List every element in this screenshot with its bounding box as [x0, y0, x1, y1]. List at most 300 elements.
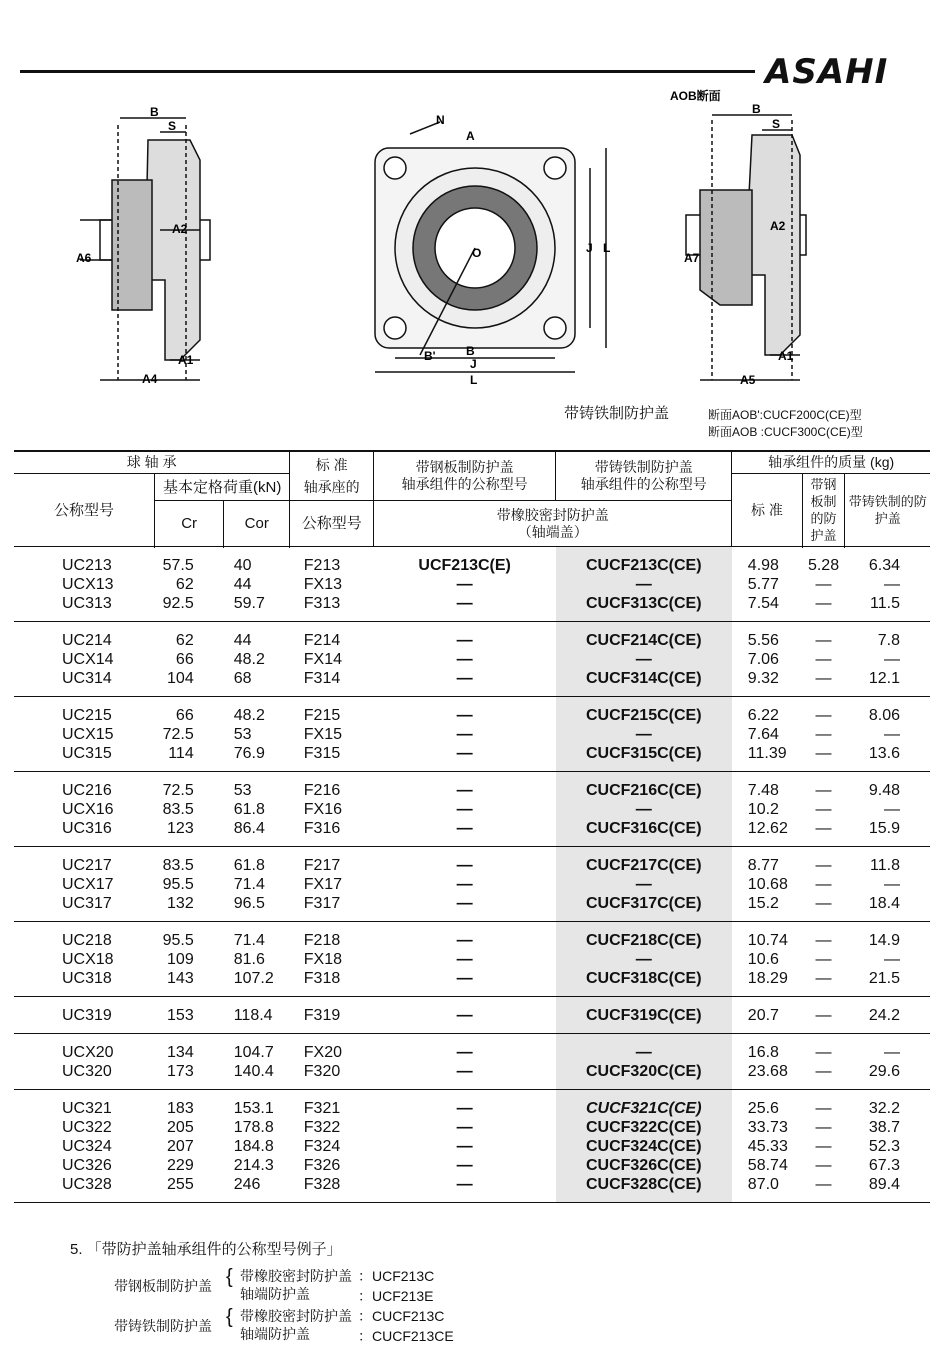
- cell-cor: 96.5: [224, 894, 290, 922]
- cell-cast: 14.9: [868, 932, 900, 949]
- cell-std: 4.98: [747, 557, 779, 574]
- cell-std: 18.29: [732, 969, 802, 997]
- cell-cor: 48.2: [233, 707, 265, 724]
- label-center-b: B: [466, 344, 475, 358]
- cell-steel: —: [802, 819, 845, 847]
- cell-model: UC216: [62, 782, 112, 799]
- cell-cr: 143: [155, 969, 224, 997]
- cell-steel: —: [815, 707, 832, 724]
- cell-ucf: —: [374, 894, 556, 922]
- cell-ucf: —: [374, 1175, 556, 1203]
- cell-cucf: CUCF320C(CE): [556, 1062, 732, 1090]
- cell-model: UC314: [14, 669, 155, 697]
- cell-steel: —: [815, 857, 832, 874]
- table-row: [14, 847, 930, 876]
- cell-cast: —: [884, 951, 900, 968]
- cell-cucf: CUCF214C(CE): [556, 622, 732, 651]
- section-note-300: 断面AOB :CUCF300C(CE)型: [708, 425, 863, 439]
- cell-housing: F216: [303, 782, 341, 799]
- cell-ucf: —: [456, 1157, 473, 1174]
- cell-housing: F215: [303, 707, 341, 724]
- table-row: [14, 547, 930, 576]
- cell-cr: 114: [155, 744, 224, 772]
- cell-housing: FX18: [303, 951, 343, 968]
- cell-housing: FX13: [303, 576, 343, 593]
- cell-steel: —: [815, 632, 832, 649]
- cell-steel: —: [815, 876, 832, 893]
- hdr-model: 公称型号: [14, 474, 155, 547]
- cell-model: UCX16: [62, 801, 114, 818]
- label-left-b: B: [150, 105, 159, 119]
- cell-steel: 5.28: [807, 557, 840, 574]
- cell-cast: 24.2: [845, 997, 930, 1034]
- cell-std: 10.2: [747, 801, 779, 818]
- cell-std: 10.68: [747, 876, 788, 893]
- cell-steel: —: [802, 997, 845, 1034]
- cell-cast: 32.2: [868, 1100, 900, 1117]
- cell-cucf: —: [556, 950, 732, 969]
- cell-std: 7.64: [747, 726, 779, 743]
- cell-cast: 7.8: [877, 632, 900, 649]
- cell-cast: 67.3: [868, 1157, 900, 1174]
- cell-cucf: CUCF328C(CE): [556, 1175, 732, 1203]
- hdr-mass-std: 标 准: [732, 474, 802, 547]
- cell-model: UC318: [14, 969, 155, 997]
- cell-model: UC215: [62, 707, 112, 724]
- cell-cr: 153: [155, 997, 224, 1034]
- cell-ucf: —: [374, 594, 556, 622]
- row-group: [14, 547, 930, 622]
- cell-cor: 246: [224, 1175, 290, 1203]
- label-left-a1: A1: [178, 353, 194, 367]
- cell-cast: —: [884, 1044, 900, 1061]
- cell-steel: —: [815, 932, 832, 949]
- table-row: [14, 950, 930, 969]
- cell-cor: 140.4: [224, 1062, 290, 1090]
- cell-cor: 61.8: [233, 801, 265, 818]
- table-row: [14, 594, 930, 622]
- cell-cor: 214.3: [233, 1157, 274, 1174]
- row-group: [14, 622, 930, 697]
- cell-cast: —: [884, 576, 900, 593]
- cell-cr: 72.5: [162, 782, 194, 799]
- cell-housing: F218: [303, 932, 341, 949]
- cell-steel: —: [815, 1157, 832, 1174]
- cell-cor: 153.1: [233, 1100, 274, 1117]
- cell-ucf: —: [374, 969, 556, 997]
- cell-cor: 61.8: [233, 857, 265, 874]
- cell-cast: 6.34: [868, 557, 900, 574]
- cell-cr: 109: [167, 951, 194, 968]
- cell-cucf: —: [556, 875, 732, 894]
- hdr-cr: Cr: [155, 501, 224, 547]
- cell-model: UC315: [14, 744, 155, 772]
- hdr-mass-steel: 带钢板制的防护盖: [802, 474, 845, 547]
- cell-cor: 71.4: [233, 932, 265, 949]
- cell-steel: —: [815, 1138, 832, 1155]
- cell-housing: F324: [303, 1138, 341, 1155]
- cell-cr: 95.5: [162, 876, 194, 893]
- label-aob: AOB断面: [670, 89, 721, 103]
- cell-std: 45.33: [747, 1138, 788, 1155]
- cell-cor: 76.9: [224, 744, 290, 772]
- cell-ucf: —: [374, 997, 556, 1034]
- label-center-j: J: [586, 241, 593, 255]
- cell-steel: —: [815, 651, 832, 668]
- cell-steel: —: [815, 801, 832, 818]
- cell-ucf: —: [456, 1100, 473, 1117]
- cell-ucf: —: [456, 951, 473, 968]
- cell-ucf: —: [456, 857, 473, 874]
- cell-cr: 173: [155, 1062, 224, 1090]
- hdr-mass-cast: 带铸铁制的防护盖: [845, 474, 930, 547]
- cell-housing: F321: [303, 1100, 341, 1117]
- top-rule: [20, 70, 755, 73]
- cell-housing: F328: [290, 1175, 374, 1203]
- table-row: [14, 575, 930, 594]
- cell-housing: F217: [303, 857, 341, 874]
- cell-model: UC317: [14, 894, 155, 922]
- cell-housing: F318: [290, 969, 374, 997]
- cell-housing: FX15: [303, 726, 343, 743]
- cell-model: UC328: [14, 1175, 155, 1203]
- hdr-mass: 轴承组件的质量 (kg): [732, 451, 930, 474]
- cell-model: UC217: [62, 857, 112, 874]
- spec-table: [14, 450, 930, 1203]
- hdr-cast-cover: 带铸铁制防护盖 轴承组件的公称型号: [556, 451, 732, 501]
- cell-model: UC320: [14, 1062, 155, 1090]
- cell-cor: 104.7: [233, 1044, 274, 1061]
- cell-model: UC214: [62, 632, 112, 649]
- cell-cr: 134: [167, 1044, 194, 1061]
- cell-std: 6.22: [747, 707, 779, 724]
- cell-cast: 38.7: [868, 1119, 900, 1136]
- cell-ucf: —: [456, 782, 473, 799]
- cell-cucf: CUCF315C(CE): [556, 744, 732, 772]
- cell-ucf: —: [456, 1119, 473, 1136]
- section-note-200: 断面AOB':CUCF200C(CE)型: [708, 408, 862, 422]
- table-row: [14, 819, 930, 847]
- cell-steel: —: [815, 951, 832, 968]
- table-row: [14, 1118, 930, 1137]
- hdr-basic-load: 基本定格荷重(kN): [155, 474, 290, 501]
- cell-ucf: —: [374, 819, 556, 847]
- cell-cast: 52.3: [868, 1138, 900, 1155]
- cell-ucf: —: [456, 932, 473, 949]
- cell-steel: —: [802, 969, 845, 997]
- row-group: [14, 922, 930, 997]
- cell-model: UCX18: [62, 951, 114, 968]
- label-right-a1: A1: [778, 349, 794, 363]
- row-group: [14, 997, 930, 1034]
- cell-cor: 53: [233, 726, 252, 743]
- cell-cucf: CUCF322C(CE): [556, 1118, 732, 1137]
- cell-ucf: —: [456, 1044, 473, 1061]
- center-front-drawing: [375, 122, 606, 372]
- left-section-drawing: [80, 118, 210, 380]
- example-brace-1: {: [226, 1266, 233, 1288]
- hdr-cor: Cor: [224, 501, 290, 547]
- row-group: [14, 772, 930, 847]
- cell-std: 8.77: [747, 857, 779, 874]
- cell-cor: 40: [233, 557, 252, 574]
- cell-cast: 18.4: [845, 894, 930, 922]
- cell-std: 87.0: [732, 1175, 802, 1203]
- cell-steel: —: [815, 1044, 832, 1061]
- cell-steel: —: [802, 1175, 845, 1203]
- example-cast-rubber-value: ：CUCF213C: [358, 1308, 445, 1324]
- table-row: [14, 1156, 930, 1175]
- cell-housing: F319: [290, 997, 374, 1034]
- example-steel-rubber: 带橡胶密封防护盖: [240, 1268, 352, 1284]
- table-row: [14, 997, 930, 1034]
- row-group: [14, 1034, 930, 1090]
- table-row: [14, 1034, 930, 1063]
- cell-housing: F316: [290, 819, 374, 847]
- cell-cr: 205: [167, 1119, 194, 1136]
- table-row: [14, 622, 930, 651]
- cell-housing: F315: [290, 744, 374, 772]
- row-group: [14, 1090, 930, 1203]
- cell-cast: 11.8: [870, 857, 900, 874]
- cell-model: UC313: [14, 594, 155, 622]
- cell-std: 15.2: [732, 894, 802, 922]
- label-center-bprime: B': [424, 349, 436, 363]
- table-row: [14, 744, 930, 772]
- cell-model: UCX15: [62, 726, 114, 743]
- cell-model: UC326: [62, 1157, 112, 1174]
- cell-cr: 229: [167, 1157, 194, 1174]
- cell-model: UCX13: [62, 576, 114, 593]
- label-left-s: S: [168, 119, 177, 133]
- label-center-j2: J: [470, 357, 477, 371]
- cell-cor: 178.8: [233, 1119, 274, 1136]
- cell-cast: 9.48: [868, 782, 900, 799]
- cell-cr: 62: [175, 632, 194, 649]
- cell-cor: 86.4: [224, 819, 290, 847]
- cell-housing: F213: [303, 557, 341, 574]
- cell-housing: F322: [303, 1119, 341, 1136]
- cell-cor: 48.2: [233, 651, 265, 668]
- cell-model: UCX14: [62, 651, 114, 668]
- table-row: [14, 800, 930, 819]
- cell-cast: 12.1: [845, 669, 930, 697]
- example-cast-end-value: ：CUCF213CE: [358, 1328, 454, 1344]
- cell-cr: 66: [175, 651, 194, 668]
- label-right-s: S: [772, 117, 781, 131]
- table-row: [14, 875, 930, 894]
- cell-model: UC218: [62, 932, 112, 949]
- cell-cast: —: [884, 876, 900, 893]
- cell-cucf: CUCF318C(CE): [556, 969, 732, 997]
- example-title: 5. 「带防护盖轴承组件的公称型号例子」: [70, 1241, 342, 1258]
- cell-housing: F326: [303, 1157, 341, 1174]
- cell-cr: 83.5: [162, 801, 194, 818]
- cell-cast: 29.6: [845, 1062, 930, 1090]
- label-right-a7: A7: [684, 251, 700, 265]
- cell-model: UC322: [62, 1119, 112, 1136]
- cell-cr: 83.5: [162, 857, 194, 874]
- cell-cor: 44: [233, 576, 252, 593]
- table-row: [14, 669, 930, 697]
- cell-cucf: CUCF317C(CE): [556, 894, 732, 922]
- cell-ucf: —: [456, 632, 473, 649]
- cell-model: UC324: [62, 1138, 112, 1155]
- right-section-drawing: [686, 115, 806, 380]
- row-group: [14, 697, 930, 772]
- cell-housing: F317: [290, 894, 374, 922]
- example-cast-label: 带铸铁制防护盖: [114, 1318, 212, 1334]
- cell-cr: 123: [155, 819, 224, 847]
- table-row: [14, 1062, 930, 1090]
- cell-cast: —: [884, 651, 900, 668]
- cell-cucf: CUCF321C(CE): [556, 1090, 732, 1119]
- cell-cucf: —: [556, 650, 732, 669]
- cell-cor: 81.6: [233, 951, 265, 968]
- hdr-ball-bearing: 球 轴 承: [14, 451, 290, 474]
- cell-cr: 57.5: [162, 557, 194, 574]
- cell-std: 5.77: [747, 576, 779, 593]
- cell-std: 12.62: [732, 819, 802, 847]
- cell-cr: 72.5: [162, 726, 194, 743]
- cell-ucf: —: [456, 707, 473, 724]
- cell-cr: 207: [167, 1138, 194, 1155]
- cell-cucf: CUCF324C(CE): [556, 1137, 732, 1156]
- cell-model: UC316: [14, 819, 155, 847]
- cell-cr: 183: [167, 1100, 194, 1117]
- cell-ucf: —: [374, 669, 556, 697]
- cell-std: 11.39: [732, 744, 802, 772]
- cell-steel: —: [802, 894, 845, 922]
- cell-cor: 71.4: [233, 876, 265, 893]
- cell-cucf: CUCF213C(CE): [556, 547, 732, 576]
- cell-std: 25.6: [747, 1100, 779, 1117]
- cell-cast: —: [884, 726, 900, 743]
- table-row: [14, 1090, 930, 1119]
- cell-model: UC213: [62, 557, 112, 574]
- cell-cucf: CUCF215C(CE): [556, 697, 732, 726]
- technical-drawings: [0, 80, 950, 440]
- cell-cucf: CUCF319C(CE): [556, 997, 732, 1034]
- cell-housing: FX16: [303, 801, 343, 818]
- label-right-a5: A5: [740, 373, 756, 387]
- label-left-a6: A6: [76, 251, 92, 265]
- cell-steel: —: [802, 1062, 845, 1090]
- table-row: [14, 894, 930, 922]
- cell-std: 7.54: [732, 594, 802, 622]
- cell-std: 10.6: [747, 951, 779, 968]
- cell-cor: 53: [233, 782, 252, 799]
- example-steel-rubber-value: ：UCF213C: [358, 1268, 435, 1284]
- cell-ucf: —: [456, 801, 473, 818]
- example-brace-2: {: [226, 1306, 233, 1328]
- cell-steel: —: [815, 576, 832, 593]
- cell-cor: 184.8: [233, 1138, 274, 1155]
- cell-cucf: CUCF326C(CE): [556, 1156, 732, 1175]
- cell-cr: 62: [175, 576, 194, 593]
- cell-cucf: —: [556, 800, 732, 819]
- table-row: [14, 772, 930, 801]
- hdr-housing-model: 公称型号: [290, 501, 374, 547]
- table-row: [14, 969, 930, 997]
- cell-housing: FX20: [303, 1044, 343, 1061]
- cell-cor: 118.4: [224, 997, 290, 1034]
- cell-cr: 104: [155, 669, 224, 697]
- table-row: [14, 922, 930, 951]
- hdr-housing: 标 准 轴承座的: [290, 451, 374, 501]
- table-row: [14, 650, 930, 669]
- cell-cast: 15.9: [845, 819, 930, 847]
- cell-steel: —: [802, 744, 845, 772]
- cell-cucf: CUCF314C(CE): [556, 669, 732, 697]
- cell-housing: FX14: [303, 651, 343, 668]
- cell-cucf: —: [556, 575, 732, 594]
- cell-std: 58.74: [747, 1157, 788, 1174]
- cell-steel: —: [815, 726, 832, 743]
- example-steel-end: 轴端防护盖: [240, 1286, 310, 1302]
- cell-cucf: —: [556, 1034, 732, 1063]
- table-row: [14, 1175, 930, 1203]
- cell-model: UCX17: [62, 876, 114, 893]
- cell-ucf: —: [456, 1138, 473, 1155]
- cell-cucf: CUCF313C(CE): [556, 594, 732, 622]
- cell-cor: 59.7: [224, 594, 290, 622]
- row-group: [14, 847, 930, 922]
- label-left-a4: A4: [142, 372, 158, 386]
- cell-cast: 11.5: [845, 594, 930, 622]
- cell-cor: 107.2: [224, 969, 290, 997]
- cell-ucf: —: [456, 576, 473, 593]
- hdr-rubber-seal: 带橡胶密封防护盖 （轴端盖）: [374, 501, 732, 547]
- cell-housing: F320: [290, 1062, 374, 1090]
- cell-cr: 66: [175, 707, 194, 724]
- cell-ucf: UCF213C(E): [418, 556, 511, 574]
- cell-cr: 92.5: [155, 594, 224, 622]
- label-right-a2: A2: [770, 219, 786, 233]
- cell-housing: F214: [303, 632, 341, 649]
- cell-std: 10.74: [747, 932, 788, 949]
- example-steel-label: 带钢板制防护盖: [114, 1278, 212, 1294]
- drawing-caption: 带铸铁制防护盖: [564, 405, 670, 422]
- cell-cr: 255: [155, 1175, 224, 1203]
- example-cast-end: 轴端防护盖: [240, 1326, 310, 1342]
- cell-cast: —: [884, 801, 900, 818]
- cell-model: UC319: [14, 997, 155, 1034]
- table-row: [14, 697, 930, 726]
- label-center-a: A: [466, 129, 475, 143]
- cell-steel: —: [802, 594, 845, 622]
- label-center-o: O: [472, 246, 482, 260]
- cell-ucf: —: [456, 876, 473, 893]
- cell-std: 23.68: [732, 1062, 802, 1090]
- example-cast-rubber: 带橡胶密封防护盖: [240, 1308, 352, 1324]
- cell-std: 16.8: [747, 1044, 779, 1061]
- table-row: [14, 725, 930, 744]
- cell-std: 33.73: [747, 1119, 788, 1136]
- cell-std: 9.32: [732, 669, 802, 697]
- cell-cucf: CUCF217C(CE): [556, 847, 732, 876]
- cell-cucf: CUCF316C(CE): [556, 819, 732, 847]
- cell-housing: F314: [290, 669, 374, 697]
- cell-std: 7.48: [747, 782, 779, 799]
- cell-ucf: —: [374, 744, 556, 772]
- cell-std: 5.56: [747, 632, 779, 649]
- label-center-l: L: [603, 241, 611, 255]
- label-center-n: N: [436, 113, 445, 127]
- cell-cast: 8.06: [868, 707, 900, 724]
- cell-steel: —: [815, 1100, 832, 1117]
- cell-cor: 44: [233, 632, 252, 649]
